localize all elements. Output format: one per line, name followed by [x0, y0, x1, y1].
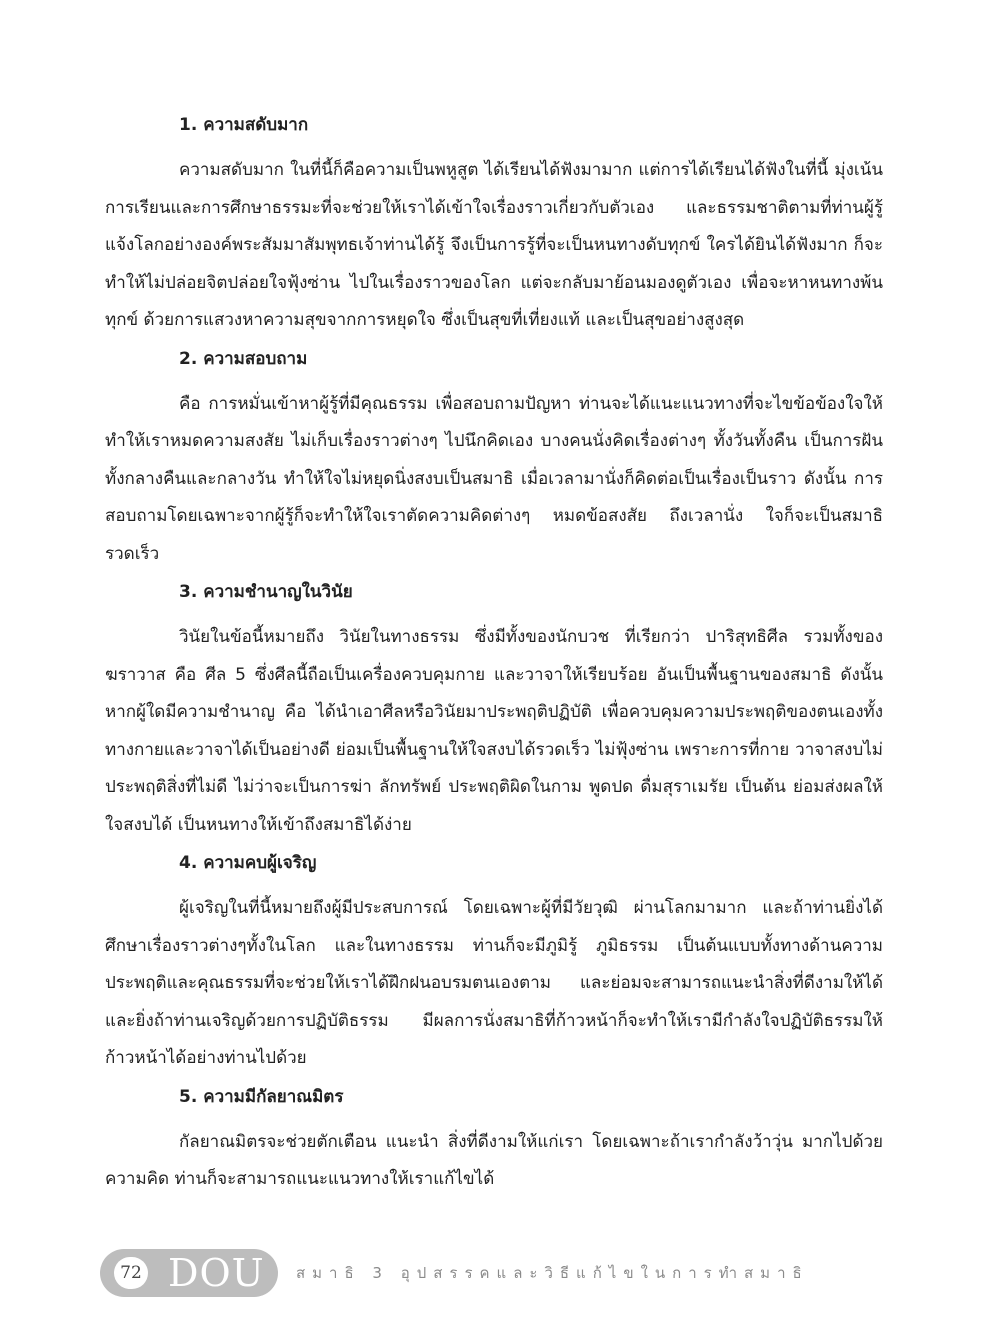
section-heading: 5. ความมีกัลยาณมิตร	[179, 1086, 344, 1107]
section-3	[105, 579, 883, 844]
section-paragraph: คือ การหมั่นเข้าหาผู้รู้ที่มีคุณธรรม เพื่อสอบถามปัญหา ท่านจะได้แนะแนวทางที่จะไขข้อข้องใจให้ ทำให้เราหมดความสงสัย ไม่เก็บเรื่องราวต่างๆ ไปนึกคิดเอง บางคนนั่งคิดเรื่องต่างๆ ทั้งวันทั้งคืน เป็นการฝันทั้งกลางคืนและกลางวัน ทำให้ใจไม่หยุดนิ่งสงบเป็นสมาธิ เมื่อเวลามานั่งก็คิดต่อเป็นเรื่องเป็นราว ดังนั้น การสอบถามโดยเฉพาะจากผู้รู้ก็จะทำให้ใจเราตัดความคิดต่างๆ หมดข้อสงสัย ถึงเวลานั่ง ใจก็จะเป็นสมาธิรวดเร็ว	[105, 393, 883, 564]
page-content	[105, 112, 883, 1205]
section-5	[105, 1084, 883, 1199]
running-title: สมาธิ 3 อุปสรรคและวิธีแก้ไขในการทำสมาธิ	[296, 1264, 809, 1282]
section-2	[105, 346, 883, 574]
section-heading: 4. ความคบผู้เจริญ	[179, 853, 317, 873]
footer-badge	[100, 1249, 278, 1297]
section-paragraph: วินัยในข้อนี้หมายถึง วินัยในทางธรรม ซึ่งมีทั้งของนักบวช ที่เรียกว่า ปาริสุทธิศีล รวมทั้งของฆราวาส คือ ศีล 5 ซึ่งศีลนี้ถือเป็นเครื่องควบคุมกาย และวาจาให้เรียบร้อย อันเป็นพื้นฐานของสมาธิ ดังนั้น หากผู้ใดมีความชำนาญ คือ ได้นำเอาศีลหรือวินัยมาประพฤติปฏิบัติ เพื่อควบคุมความประพฤติของตนเองทั้งทางกายและวาจาได้เป็นอย่างดี ย่อมเป็นพื้นฐานให้ใจสงบได้รวดเร็ว ไม่ฟุ้งซ่าน เพราะการที่กาย วาจาสงบไม่ประพฤติสิ่งที่ไม่ดี ไม่ว่าจะเป็นการฆ่า ลักทรัพย์ ประพฤติผิดในกาม พูดปด ดื่มสุราเมรัย เป็นต้น ย่อมส่งผลให้ใจสงบได้ เป็นหนทางให้เข้าถึงสมาธิได้ง่าย	[105, 627, 883, 835]
page-number: 72	[114, 1257, 148, 1289]
section-heading: 2. ความสอบถาม	[179, 348, 308, 369]
section-1	[105, 112, 883, 340]
section-paragraph: ผู้เจริญในที่นี้หมายถึงผู้มีประสบการณ์ โดยเฉพาะผู้ที่มีวัยวุฒิ ผ่านโลกมามาก และถ้าท่านยิ่งได้ศึกษาเรื่องราวต่างๆทั้งในโลก และในทางธรรม ท่านก็จะมีภูมิรู้ ภูมิธรรม เป็นต้นแบบทั้งทางด้านความประพฤติและคุณธรรมที่จะช่วยให้เราได้ฝึกฝนอบรมตนเองตาม และย่อมจะสามารถแนะนำสิ่งที่ดีงามให้ได้ และยิ่งถ้าท่านเจริญด้วยการปฏิบัติธรรม มีผลการนั่งสมาธิที่ก้าวหน้าก็จะทำให้เรามีกำลังใจปฏิบัติธรรมให้ก้าวหน้าได้อย่างท่านไปด้วย	[105, 898, 883, 1068]
section-paragraph: ความสดับมาก ในที่นี้ก็คือความเป็นพหูสูต ได้เรียนได้ฟังมามาก แต่การได้เรียนได้ฟังในที่นี้ มุ่งเน้นการเรียนและการศึกษาธรรมะที่จะช่วยให้เราได้เข้าใจเรื่องราวเกี่ยวกับตัวเอง และธรรมชาติตามที่ท่านผู้รู้แจ้งโลกอย่างองค์พระสัมมาสัมพุทธเจ้าท่านได้รู้ จึงเป็นการรู้ที่จะเป็นหนทางดับทุกข์ ใครได้ยินได้ฟังมาก ก็จะทำให้ไม่ปล่อยจิตปล่อยใจฟุ้งซ่าน ไปในเรื่องราวของโลก แต่จะกลับมาย้อนมองดูตัวเอง เพื่อจะหาหนทางพ้นทุกข์ ด้วยการแสวงหาความสุขจากการหยุดใจ ซึ่งเป็นสุขที่เที่ยงแท้ และเป็นสุขอย่างสูงสุด	[105, 160, 883, 330]
section-heading: 1. ความสดับมาก	[179, 115, 309, 135]
section-paragraph: กัลยาณมิตรจะช่วยตักเตือน แนะนำ สิ่งที่ดีงามให้แก่เรา โดยเฉพาะถ้าเรากำลังว้าวุ่น มากไปด้วยความคิด ท่านก็จะสามารถแนะแนวทางให้เราแก้ไขได้	[105, 1131, 883, 1189]
dou-logo: DOU	[168, 1251, 265, 1295]
section-4	[105, 850, 883, 1078]
section-heading: 3. ความชำนาญในวินัย	[179, 582, 353, 602]
page-footer	[100, 1249, 809, 1297]
